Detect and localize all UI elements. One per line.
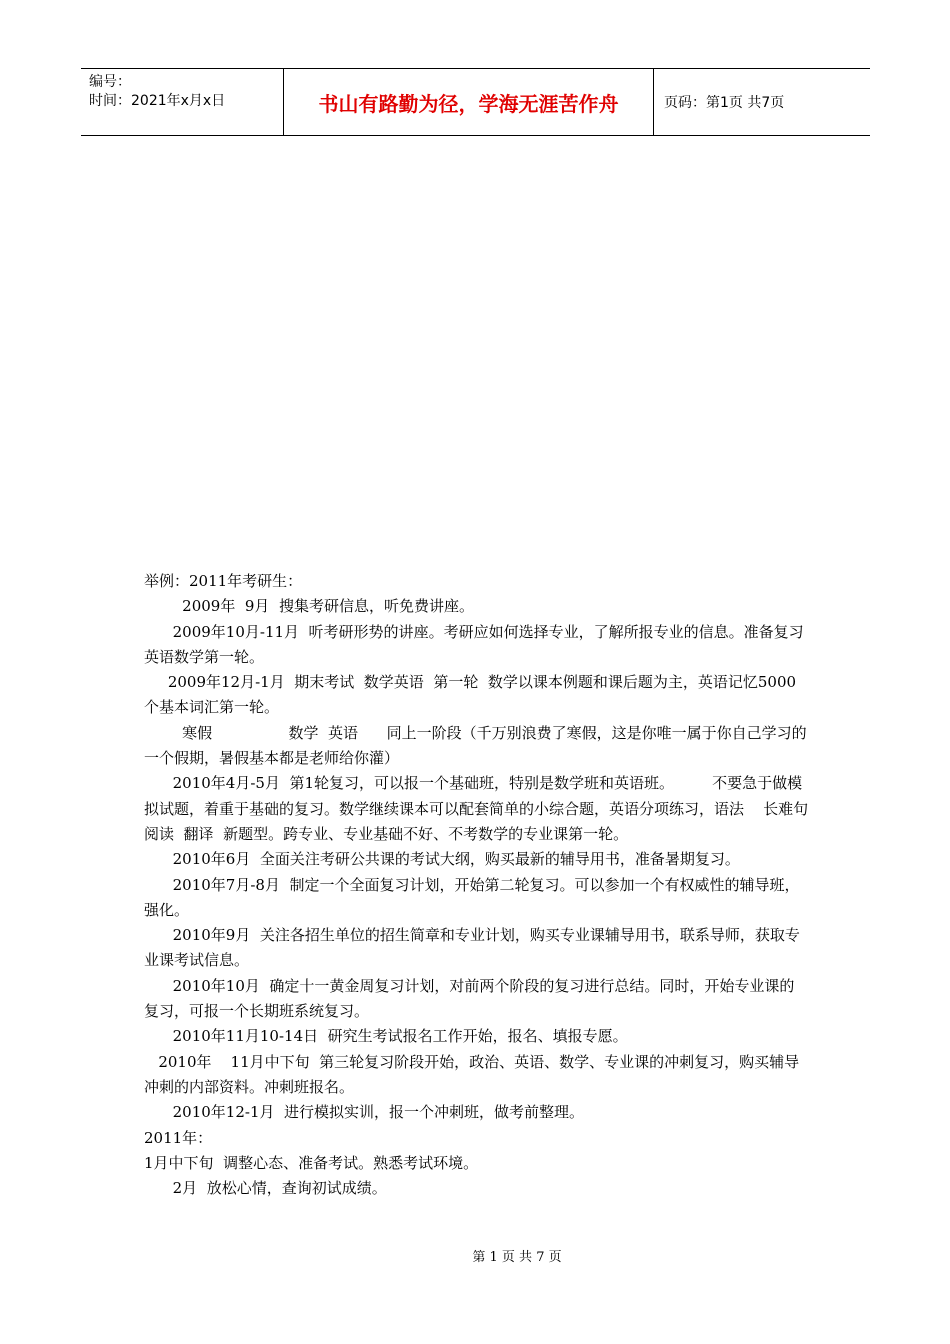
paragraph: 2010年6月 全面关注考研公共课的考试大纲，购买最新的辅导用书，准备暑期复习。 (144, 850, 740, 869)
paragraph: 2010年 11月中下旬 第三轮复习阶段开始，政治、英语、数学、专业课的冲刺复习，购买辅导冲刺的内部资料。冲刺班报名。 (144, 1052, 800, 1096)
paragraph: 举例：2011年考研生： (144, 572, 303, 590)
page-header (81, 68, 870, 136)
time-label: 时间：2021年x月x日 (89, 93, 226, 109)
paragraph: 2010年7月-8月 制定一个全面复习计划，开始第二轮复习。可以参加一个有权威性的辅导班，强化。 (144, 875, 800, 919)
paragraph: 2009年12月-1月 期末考试 数学英语 第一轮 数学以课本例题和课后题为主，英语记忆5000个基本词汇第一轮。 (144, 673, 797, 717)
paragraph: 2010年11月10-14日 研究生考试报名工作开始，报名、填报专愿。 (144, 1027, 628, 1046)
paragraph: 1月中下旬 调整心态、准备考试。熟悉考试环境。 (144, 1153, 479, 1172)
paragraph: 2010年10月 确定十一黄金周复习计划，对前两个阶段的复习进行总结。同时，开始专业课的复习，可报一个长期班系统复习。 (144, 976, 795, 1021)
paragraph: 2月 放松心情，查询初试成绩。 (144, 1179, 387, 1198)
paragraph: 2011年： (144, 1128, 213, 1147)
document-body (144, 569, 818, 1201)
paragraph: 2009年 9月 搜集考研信息，听免费讲座。 (144, 597, 474, 616)
paragraph: 2010年12-1月 进行模拟实训，报一个冲刺班，做考前整理。 (144, 1103, 585, 1122)
header-motto: 书山有路勤为径，学海无涯苦作舟 (283, 69, 654, 135)
paragraph: 2010年4月-5月 第1轮复习，可以报一个基础班，特别是数学班和英语班。 不要急于做模拟试题，着重于基础的复习。数学继续课本可以配套简单的小综合题，英语分项练习，语法 长难句 阅读 翻译 新题型。跨专业、专业基础不好、不考数学的专业课第一轮。 (144, 774, 818, 843)
paragraph: 2010年9月 关注各招生单位的招生简章和专业计划，购买专业课辅导用书，联系导师，获取专业课考试信息。 (144, 926, 800, 970)
header-meta (81, 69, 283, 135)
paragraph: 2009年10月-11月 听考研形势的讲座。考研应如何选择专业，了解所报专业的信息。准备复习英语数学第一轮。 (144, 622, 804, 666)
paragraph: 寒假 数学 英语 同上一阶段（千万别浪费了寒假，这是你唯一属于你自己学习的一个假期，暑假基本都是老师给你灌） (144, 723, 807, 768)
page-footer: 第 1 页 共 7 页 (472, 1250, 562, 1265)
number-label: 编号： (89, 74, 131, 90)
header-page-info: 页码：第1页 共7页 (664, 95, 785, 111)
